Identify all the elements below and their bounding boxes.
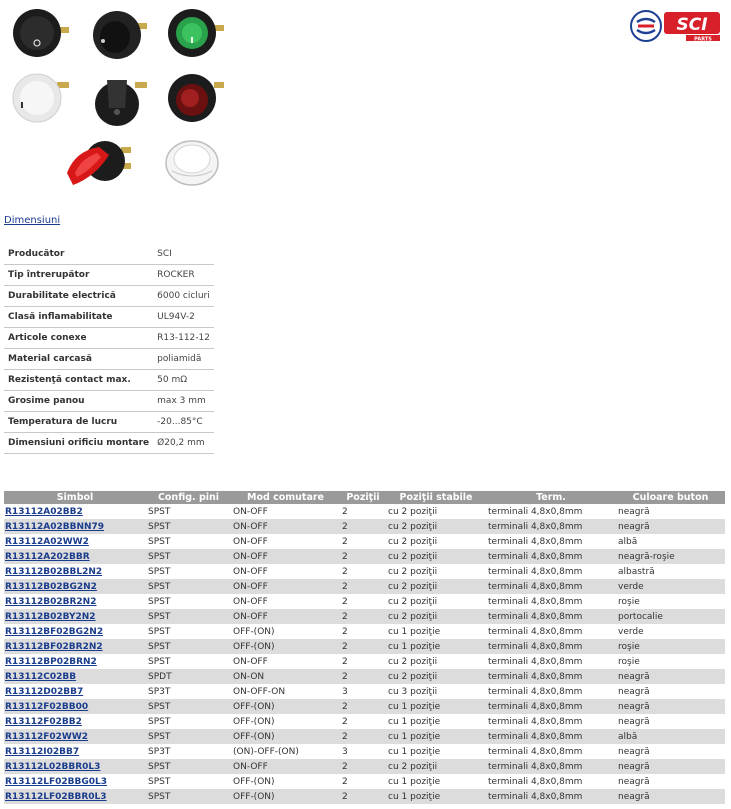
table-row [4, 759, 725, 774]
table-cell: terminali 4,8x0,8mm [486, 669, 616, 684]
table-cell: ON-OFF [231, 549, 340, 564]
spec-row [4, 349, 214, 370]
table-cell: 2 [342, 776, 348, 787]
table-cell: terminali 4,8x0,8mm [488, 566, 583, 577]
part-symbol-link[interactable]: R13112A202BBR [4, 549, 146, 564]
table-cell: 2 [342, 566, 348, 577]
table-cell: terminali 4,8x0,8mm [486, 699, 616, 714]
table-cell: cu 2 poziţii [388, 506, 438, 517]
spec-label: Rezistenţă contact max. [4, 370, 153, 391]
part-symbol-link[interactable]: R13112BF02BG2N2 [5, 626, 104, 637]
table-cell: terminali 4,8x0,8mm [488, 686, 583, 697]
table-cell: terminali 4,8x0,8mm [486, 639, 616, 654]
part-symbol-link[interactable]: R13112B02BG2N2 [4, 579, 146, 594]
table-cell: 2 [340, 669, 386, 684]
table-cell: 2 [340, 579, 386, 594]
spec-row [4, 328, 214, 349]
table-header-row [4, 491, 725, 504]
table-row [4, 684, 725, 699]
table-cell: ON-OFF [233, 536, 268, 547]
spec-value: poliamidă [153, 349, 214, 370]
product-image-white-switch[interactable] [5, 68, 75, 128]
table-cell: 2 [340, 729, 386, 744]
part-symbol-link[interactable]: R13112F02BB00 [4, 699, 146, 714]
table-cell: cu 3 poziţii [388, 686, 438, 697]
table-cell: neagră [616, 519, 725, 534]
table-cell: cu 2 poziţii [386, 669, 486, 684]
product-image-black-red-switch[interactable] [160, 68, 230, 128]
spec-value: UL94V-2 [153, 307, 214, 328]
table-cell: 2 [340, 759, 386, 774]
spec-label: Durabilitate electrică [4, 286, 153, 307]
table-cell: neagră [618, 686, 650, 697]
table-cell: 2 [340, 609, 386, 624]
table-row [4, 639, 725, 654]
table-cell: roşie [618, 596, 640, 607]
table-cell: cu 2 poziţii [386, 609, 486, 624]
table-cell: OFF-(ON) [233, 776, 275, 787]
part-symbol-link[interactable]: R13112L02BBR0L3 [4, 759, 146, 774]
table-cell: albă [616, 729, 725, 744]
table-cell: 3 [342, 746, 348, 757]
table-cell: roşie [616, 639, 725, 654]
table-row [4, 504, 725, 519]
table-cell: SPST [148, 656, 171, 667]
dimensions-link[interactable]: Dimensiuni [4, 215, 61, 226]
spec-row [4, 370, 214, 391]
table-cell: cu 2 poziţii [386, 549, 486, 564]
part-symbol-link[interactable]: R13112B02BY2N2 [4, 609, 146, 624]
table-cell: ON-OFF [233, 596, 268, 607]
table-cell: terminali 4,8x0,8mm [488, 656, 583, 667]
spec-value: SCI [153, 244, 214, 265]
table-cell: OFF-(ON) [231, 729, 340, 744]
table-cell: 2 [342, 626, 348, 637]
spec-value: ROCKER [153, 265, 214, 286]
table-cell: SPST [148, 536, 171, 547]
table-cell: terminali 4,8x0,8mm [486, 789, 616, 804]
table-cell: 2 [340, 789, 386, 804]
table-cell: cu 2 poziţii [388, 596, 438, 607]
table-cell: SPST [148, 596, 171, 607]
table-cell: neagră [618, 506, 650, 517]
part-symbol-link[interactable]: R13112A02WW2 [5, 536, 89, 547]
table-cell: SPST [148, 566, 171, 577]
table-cell: portocalie [616, 609, 725, 624]
table-cell: ON-OFF [233, 656, 268, 667]
table-cell: terminali 4,8x0,8mm [488, 626, 583, 637]
product-image-lever-switch[interactable] [85, 68, 155, 128]
table-cell: terminali 4,8x0,8mm [488, 716, 583, 727]
table-cell: OFF-(ON) [231, 789, 340, 804]
part-symbol-link[interactable]: R13112F02BB2 [5, 716, 82, 727]
table-cell: SPST [146, 519, 231, 534]
part-symbol-link[interactable]: R13112LF02BBR0L3 [4, 789, 146, 804]
product-image-black-switch[interactable] [5, 3, 75, 63]
specifications-table [4, 244, 214, 454]
table-row [4, 669, 725, 684]
table-cell: ON-OFF [231, 519, 340, 534]
table-cell: cu 2 poziţii [388, 566, 438, 577]
table-row [4, 519, 725, 534]
logo-subtext: PARTS [694, 36, 712, 42]
table-cell: ON-OFF [231, 759, 340, 774]
table-cell: 2 [340, 549, 386, 564]
table-cell: neagră [618, 746, 650, 757]
table-cell: SPST [146, 579, 231, 594]
table-row [4, 594, 725, 609]
table-cell: SPST [148, 626, 171, 637]
spec-value: 50 mΩ [153, 370, 214, 391]
table-cell: 2 [342, 656, 348, 667]
table-row [4, 654, 725, 669]
parts-table [4, 491, 725, 804]
table-cell: neagră [616, 669, 725, 684]
spec-label: Clasă inflamabilitate [4, 307, 153, 328]
spec-value: 6000 cicluri [153, 286, 214, 307]
table-cell: cu 1 poziţie [386, 789, 486, 804]
spec-label: Dimensiuni orificiu montare [4, 433, 153, 454]
table-cell: terminali 4,8x0,8mm [486, 579, 616, 594]
table-cell: cu 1 poziţie [386, 639, 486, 654]
table-cell: verde [618, 626, 644, 637]
part-symbol-link[interactable]: R13112F02WW2 [4, 729, 146, 744]
table-cell: neagră-roşie [616, 549, 725, 564]
table-cell: verde [616, 579, 725, 594]
spec-label: Tip întrerupător [4, 265, 153, 286]
part-symbol-link[interactable]: R13112BP02BRN2 [5, 656, 97, 667]
table-cell: cu 2 poziţii [386, 579, 486, 594]
part-symbol-link[interactable]: R13112B02BR2N2 [5, 596, 97, 607]
table-cell: SPST [148, 776, 171, 787]
table-cell: terminali 4,8x0,8mm [488, 776, 583, 787]
table-cell: 2 [340, 639, 386, 654]
table-cell: cu 1 poziţie [388, 716, 441, 727]
table-cell: terminali 4,8x0,8mm [486, 519, 616, 534]
table-cell: albastră [618, 566, 655, 577]
table-cell: SPST [146, 759, 231, 774]
column-header: Culoare buton [616, 491, 725, 504]
table-cell: SPST [146, 699, 231, 714]
table-cell: SPDT [146, 669, 231, 684]
spec-value: Ø20,2 mm [153, 433, 214, 454]
table-row [4, 624, 725, 639]
table-cell: SPST [146, 729, 231, 744]
table-cell: cu 2 poziţii [386, 519, 486, 534]
table-cell: ON-OFF-ON [233, 686, 286, 697]
part-symbol-link[interactable]: R13112LF02BBG0L3 [5, 776, 108, 787]
column-header: Poziţii [340, 491, 386, 504]
spec-row [4, 265, 214, 286]
table-row [4, 729, 725, 744]
spec-label: Grosime panou [4, 391, 153, 412]
table-cell: cu 1 poziţie [388, 746, 441, 757]
table-cell: 2 [340, 519, 386, 534]
logo-text: SCI [676, 15, 708, 35]
table-cell: terminali 4,8x0,8mm [488, 596, 583, 607]
table-cell: neagră [618, 716, 650, 727]
table-cell: (ON)-OFF-(ON) [233, 746, 299, 757]
table-cell: ON-OFF [231, 609, 340, 624]
spec-value: R13-112-12 [153, 328, 214, 349]
table-cell: cu 1 poziţie [386, 729, 486, 744]
table-cell: albă [618, 536, 638, 547]
sci-parts-logo [630, 10, 722, 42]
table-cell: cu 1 poziţie [388, 626, 441, 637]
table-cell: 2 [342, 536, 348, 547]
table-cell: terminali 4,8x0,8mm [488, 536, 583, 547]
spec-label: Material carcasă [4, 349, 153, 370]
part-symbol-link[interactable]: R13112D02BB7 [5, 686, 84, 697]
column-header: Term. [486, 491, 616, 504]
table-cell: SPST [148, 716, 171, 727]
table-cell: 2 [342, 506, 348, 517]
table-cell: ON-OFF [233, 566, 268, 577]
table-row [4, 609, 725, 624]
column-header: Config. pini [146, 491, 231, 504]
table-cell: SPST [148, 506, 171, 517]
part-symbol-link[interactable]: R13112A02BBNN79 [4, 519, 146, 534]
table-row [4, 744, 725, 759]
table-cell: SPST [146, 639, 231, 654]
table-cell: OFF-(ON) [231, 699, 340, 714]
table-cell: cu 2 poziţii [388, 536, 438, 547]
part-symbol-link[interactable]: R13112BF02BR2N2 [4, 639, 146, 654]
column-header: Simbol [4, 491, 146, 504]
spec-label: Producător [4, 244, 153, 265]
table-cell: neagră [616, 789, 725, 804]
table-cell: roşie [618, 656, 640, 667]
table-row [4, 789, 725, 804]
spec-row [4, 244, 214, 265]
table-cell: SPST [146, 609, 231, 624]
table-cell: OFF-(ON) [233, 626, 275, 637]
part-symbol-link[interactable]: R13112A02BB2 [5, 506, 83, 517]
column-header: Mod comutare [231, 491, 340, 504]
table-cell: OFF-(ON) [231, 639, 340, 654]
product-image-transparent-cap[interactable] [160, 133, 230, 193]
table-cell: ON-ON [231, 669, 340, 684]
spec-row [4, 433, 214, 454]
table-cell: SP3T [148, 686, 171, 697]
spec-label: Articole conexe [4, 328, 153, 349]
product-image-red-switch[interactable] [65, 133, 135, 193]
part-symbol-link[interactable]: R13112I02BB7 [5, 746, 80, 757]
table-cell: 3 [342, 686, 348, 697]
table-cell: cu 1 poziţie [388, 776, 441, 787]
spec-value: -20...85°C [153, 412, 214, 433]
table-row [4, 549, 725, 564]
spec-value: max 3 mm [153, 391, 214, 412]
table-cell: terminali 4,8x0,8mm [486, 549, 616, 564]
table-cell: 2 [340, 699, 386, 714]
table-cell: neagră [616, 759, 725, 774]
spec-row [4, 412, 214, 433]
spec-label: Temperatura de lucru [4, 412, 153, 433]
table-row [4, 564, 725, 579]
table-cell: cu 2 poziţii [386, 759, 486, 774]
table-cell: neagră [618, 776, 650, 787]
table-cell: 2 [342, 716, 348, 727]
table-cell: ON-OFF [231, 579, 340, 594]
spec-row [4, 307, 214, 328]
table-cell: SPST [146, 549, 231, 564]
table-cell: terminali 4,8x0,8mm [486, 729, 616, 744]
table-cell: terminali 4,8x0,8mm [488, 506, 583, 517]
table-row [4, 714, 725, 729]
table-row [4, 774, 725, 789]
table-row [4, 534, 725, 549]
part-symbol-link[interactable]: R13112C02BB [4, 669, 146, 684]
product-image-black-switch-angled[interactable] [85, 3, 155, 63]
spec-row [4, 286, 214, 307]
table-row [4, 699, 725, 714]
table-cell: terminali 4,8x0,8mm [486, 609, 616, 624]
table-cell: cu 1 poziţie [386, 699, 486, 714]
spec-row [4, 391, 214, 412]
table-cell: SP3T [148, 746, 171, 757]
table-cell: ON-OFF [233, 506, 268, 517]
product-gallery [0, 0, 240, 200]
table-cell: 2 [342, 596, 348, 607]
part-symbol-link[interactable]: R13112B02BBL2N2 [5, 566, 103, 577]
table-cell: cu 2 poziţii [388, 656, 438, 667]
column-header: Poziţii stabile [386, 491, 486, 504]
table-cell: terminali 4,8x0,8mm [488, 746, 583, 757]
table-cell: terminali 4,8x0,8mm [486, 759, 616, 774]
table-cell: OFF-(ON) [233, 716, 275, 727]
table-cell: SPST [146, 789, 231, 804]
table-row [4, 579, 725, 594]
table-cell: neagră [616, 699, 725, 714]
product-image-green-switch[interactable] [160, 3, 230, 63]
